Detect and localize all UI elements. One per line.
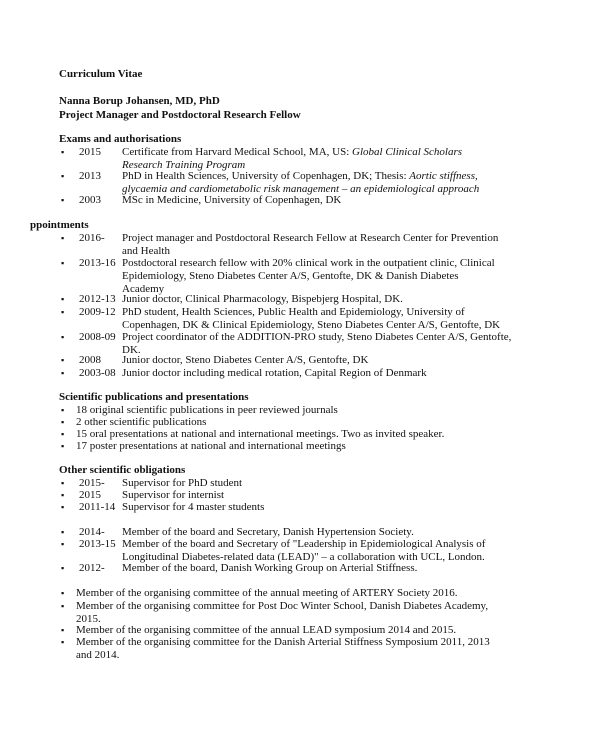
entry-description: Certificate from Harvard Medical School, MA, US: Global Clinical Scholars Research Training Program <box>122 146 463 171</box>
bullet-marker: ▪ <box>61 368 65 378</box>
person-position: Project Manager and Postdoctoral Research Fellow <box>59 109 301 121</box>
entry-description: Junior doctor, Clinical Pharmacology, Bispebjerg Hospital, DK. <box>122 293 403 305</box>
entry-year: 2012- <box>79 562 105 574</box>
bullet-marker: ▪ <box>61 355 65 365</box>
person-name: Nanna Borup Johansen, MD, PhD <box>59 95 220 107</box>
entry-description: PhD in Health Sciences, University of Copenhagen, DK; Thesis: Aortic stiffness, glycaemia and cardiometabolic risk management – an epidemiological approach <box>122 170 480 195</box>
entry-description: Member of the organising committee for the Danish Arterial Stiffness Symposium 2011, 2013 and 2014. <box>76 636 490 661</box>
entry-description: Member of the board and Secretary of "Leadership in Epidemiological Analysis of Longitudinal Diabetes-related data (LEAD)" – a collaboration with UCL, London. <box>122 538 486 563</box>
entry-description: Project manager and Postdoctoral Research Fellow at Research Center for Prevention and Health <box>122 232 499 257</box>
bullet-marker: ▪ <box>61 307 65 317</box>
entry-year: 2015- <box>79 477 105 489</box>
entry-year: 2014- <box>79 526 105 538</box>
entry-description: Member of the organising committee of the annual LEAD symposium 2014 and 2015. <box>76 624 457 636</box>
bullet-marker: ▪ <box>61 195 65 205</box>
entry-description: Supervisor for PhD student <box>122 477 243 489</box>
entry-year: 2012-13 <box>79 293 116 305</box>
entry-description: 2 other scientific publications <box>76 416 207 428</box>
bullet-marker: ▪ <box>61 405 65 415</box>
entry-description: Junior doctor including medical rotation, Capital Region of Denmark <box>122 367 427 379</box>
entry-year: 2008 <box>79 354 101 366</box>
bullet-marker: ▪ <box>61 147 65 157</box>
bullet-marker: ▪ <box>61 171 65 181</box>
bullet-marker: ▪ <box>61 601 65 611</box>
entry-year: 2013-15 <box>79 538 116 550</box>
bullet-marker: ▪ <box>61 478 65 488</box>
bullet-marker: ▪ <box>61 539 65 549</box>
bullet-marker: ▪ <box>61 417 65 427</box>
bullet-marker: ▪ <box>61 563 65 573</box>
bullet-marker: ▪ <box>61 502 65 512</box>
bullet-marker: ▪ <box>61 258 65 268</box>
entry-description: 17 poster presentations at national and international meetings <box>76 440 346 452</box>
entry-year: 2015 <box>79 489 101 501</box>
document-title: Curriculum Vitae <box>59 68 143 80</box>
entry-year: 2011-14 <box>79 501 116 513</box>
bullet-marker: ▪ <box>61 429 65 439</box>
bullet-marker: ▪ <box>61 441 65 451</box>
entry-description: Project coordinator of the ADDITION-PRO study, Steno Diabetes Center A/S, Gentofte, DK. <box>122 331 512 356</box>
bullet-marker: ▪ <box>61 527 65 537</box>
entry-description: 15 oral presentations at national and international meetings. Two as invited speaker. <box>76 428 445 440</box>
entry-year: 2003 <box>79 194 101 206</box>
bullet-marker: ▪ <box>61 233 65 243</box>
bullet-marker: ▪ <box>61 490 65 500</box>
obligations-heading: Other scientific obligations <box>59 464 186 476</box>
entry-year: 2009-12 <box>79 306 116 318</box>
entry-description: Member of the board, Danish Working Group on Arterial Stiffness. <box>122 562 418 574</box>
entry-description: Junior doctor, Steno Diabetes Center A/S, Gentofte, DK <box>122 354 369 366</box>
entry-description: Postdoctoral research fellow with 20% clinical work in the outpatient clinic, Clinical Epidemiology, Steno Diabetes Center A/S, Gentofte, DK & Danish Diabetes Academy <box>122 257 495 295</box>
entry-year: 2016- <box>79 232 105 244</box>
bullet-marker: ▪ <box>61 625 65 635</box>
entry-year: 2013 <box>79 170 101 182</box>
entry-description: Supervisor for 4 master students <box>122 501 265 513</box>
entry-description: Supervisor for internist <box>122 489 225 501</box>
entry-description: Member of the organising committee for Post Doc Winter School, Danish Diabetes Academy, 2015. <box>76 600 489 625</box>
bullet-marker: ▪ <box>61 588 65 598</box>
exams-heading: Exams and authorisations <box>59 133 182 145</box>
bullet-marker: ▪ <box>61 294 65 304</box>
entry-year: 2003-08 <box>79 367 116 379</box>
entry-year: 2013-16 <box>79 257 116 269</box>
entry-description: Member of the organising committee of the annual meeting of ARTERY Society 2016. <box>76 587 458 599</box>
appointments-heading: ppointments <box>30 219 89 231</box>
entry-description: PhD student, Health Sciences, Public Health and Epidemiology, University of Copenhagen, DK & Clinical Epidemiology, Steno Diabetes Center A/S, Gentofte, DK <box>122 306 501 331</box>
entry-description: MSc in Medicine, University of Copenhagen, DK <box>122 194 342 206</box>
publications-heading: Scientific publications and presentations <box>59 391 249 403</box>
entry-year: 2008-09 <box>79 331 116 343</box>
entry-description: 18 original scientific publications in peer reviewed journals <box>76 404 338 416</box>
entry-year: 2015 <box>79 146 101 158</box>
entry-description: Member of the board and Secretary, Danish Hypertension Society. <box>122 526 414 538</box>
bullet-marker: ▪ <box>61 637 65 647</box>
bullet-marker: ▪ <box>61 332 65 342</box>
